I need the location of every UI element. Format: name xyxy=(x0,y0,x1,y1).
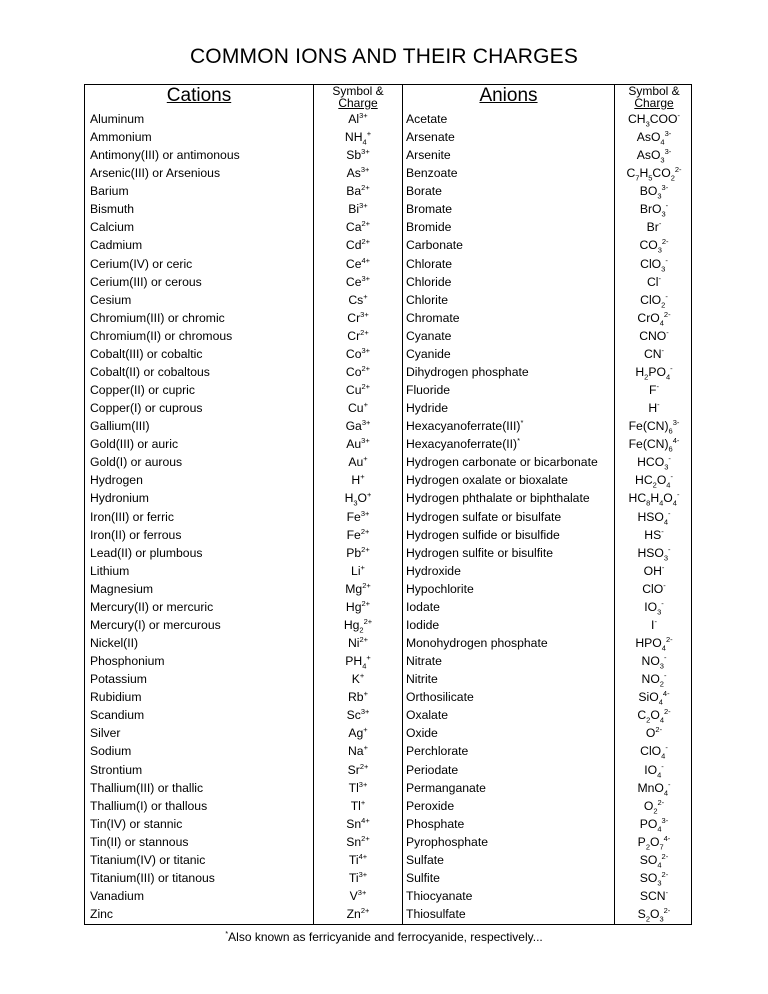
anion-name: Perchlorate xyxy=(406,744,469,759)
anion-name: Hydrogen phthalate or biphthalate xyxy=(406,491,590,506)
cation-symbol: Li+ xyxy=(351,562,365,578)
anion-name: Thiosulfate xyxy=(406,907,466,922)
cation-name: Vanadium xyxy=(90,889,144,903)
anion-symbol: $CH_3COO^-$ xyxy=(627,110,681,129)
anion-symbol: ClO$_4$- xyxy=(640,743,668,761)
anion-symbol: $C_7H_5CO_2^{2-}$ xyxy=(626,165,682,183)
anion-symbol: Cl- xyxy=(646,273,661,289)
cation-symbol: $Ti^{4+}$ xyxy=(348,851,368,867)
cation-name: Lithium xyxy=(90,563,130,578)
cation-symbol: $Cd^{2+}$ xyxy=(345,237,371,253)
cation-symbol: $Ba^{2+}$ xyxy=(346,183,370,199)
table-row xyxy=(85,309,691,327)
anion-name: Hydrogen sulfite or bisulfite xyxy=(406,545,553,560)
cation-name: Copper(II) or cupric xyxy=(90,383,195,398)
cation-symbol: $Tl^{3+}$ xyxy=(348,779,368,795)
anion-name: Chloride xyxy=(406,274,452,289)
cation-symbol: K+ xyxy=(351,671,365,687)
symbol-header-line2: Charge xyxy=(634,96,674,110)
cation-symbol: $Cr^{2+}$ xyxy=(347,327,369,343)
cation-symbol-header xyxy=(314,85,402,109)
table-row xyxy=(85,670,691,688)
anion-name: Hypochlorite xyxy=(406,581,474,596)
anion-symbol: $SO_4^{2-}$ xyxy=(639,851,669,870)
table-row xyxy=(85,453,691,471)
anion-symbol: BrO$_3$- xyxy=(639,201,669,219)
anion-symbol: H- xyxy=(648,400,660,416)
table-row xyxy=(85,255,691,273)
anion-name: Hydrogen sulfate or bisulfate xyxy=(406,509,562,524)
anion-name: Bromide xyxy=(406,220,452,235)
table-row xyxy=(85,905,691,923)
cation-symbol: Ag+ xyxy=(348,725,368,741)
cation-symbol: $Ce^{4+}$ xyxy=(345,255,371,271)
cation-name: Bismuth xyxy=(90,202,135,217)
table-row xyxy=(85,652,691,670)
cation-name: Cobalt(III) or cobaltic xyxy=(90,346,203,361)
table-row xyxy=(85,797,691,815)
anion-symbol: $P_2O_7^{4-}$ xyxy=(637,833,671,852)
cation-name: Mercury(I) or mercurous xyxy=(90,617,221,632)
anion-symbol: CNO- xyxy=(639,327,669,343)
cation-name: Zinc xyxy=(90,907,114,922)
cation-symbol: $PH_4^+$ xyxy=(345,653,371,671)
anion-name: Hydroxide xyxy=(406,563,461,578)
cation-name: Mercury(II) or mercuric xyxy=(90,599,214,614)
cation-name: Strontium xyxy=(90,762,143,777)
cation-name: Cerium(IV) or ceric xyxy=(90,256,193,271)
anion-symbol: $HSO_3^-$ xyxy=(637,544,671,563)
cation-symbol: Cs+ xyxy=(348,291,368,307)
anion-name: Sulfate xyxy=(406,852,444,867)
table-row xyxy=(85,508,691,526)
cation-name: Chromium(III) or chromic xyxy=(90,310,225,325)
anion-name: Borate xyxy=(406,184,442,199)
symbol-header-line1: Symbol & xyxy=(332,84,384,98)
anion-name: Peroxide xyxy=(406,798,455,813)
cation-name: Copper(I) or cuprous xyxy=(90,401,203,416)
cation-symbol: $Au^{3+}$ xyxy=(346,436,370,452)
symbol-header-line2: Charge xyxy=(338,96,378,110)
cation-name: Gallium(III) xyxy=(90,419,150,434)
table-row xyxy=(85,110,691,128)
anion-name: Hydride xyxy=(406,401,448,416)
ion-table xyxy=(84,84,692,925)
table-row xyxy=(85,128,691,146)
table-row xyxy=(85,634,691,652)
anion-name: Chlorite xyxy=(406,292,448,307)
anion-symbol: AsO$_3^{3-}$ xyxy=(636,147,672,165)
anion-symbol: $S_2O_3^{2-}$ xyxy=(637,906,671,924)
anion-name: Carbonate xyxy=(406,238,463,253)
anion-name: Nitrate xyxy=(406,654,442,669)
cation-symbol: $Ce^{3+}$ xyxy=(345,273,371,289)
cation-name: Cadmium xyxy=(90,238,143,253)
anion-symbol: $HPO_4^{2-}$ xyxy=(635,634,673,653)
anion-name: Phosphate xyxy=(406,816,465,831)
cation-symbol: $Co^{3+}$ xyxy=(345,345,371,361)
cation-symbol: $V^{3+}$ xyxy=(349,887,367,903)
cation-symbol: $Co^{2+}$ xyxy=(345,363,371,379)
table-row xyxy=(85,327,691,345)
cation-name: Sodium xyxy=(90,744,132,759)
cation-name: Silver xyxy=(90,726,121,741)
table-row xyxy=(85,851,691,869)
cation-name: Cesium xyxy=(90,292,132,307)
anion-name: Sulfite xyxy=(406,870,440,885)
table-row xyxy=(85,815,691,833)
cation-symbol: $Fe^{2+}$ xyxy=(346,526,370,542)
anion-name: Hexacyanoferrate(II)* xyxy=(406,436,521,452)
cation-name: Iron(II) or ferrous xyxy=(90,527,182,542)
anion-symbol: OH- xyxy=(643,562,665,578)
anion-symbol: ClO$_3$- xyxy=(640,255,668,273)
anion-symbol: $O^{2-}$ xyxy=(645,725,663,741)
table-row xyxy=(85,544,691,562)
anion-symbol: AsO$_4^{3-}$ xyxy=(636,129,672,147)
anion-symbol: $O_2^{2-}$ xyxy=(643,797,665,816)
table-row xyxy=(85,381,691,399)
cation-name: Lead(II) or plumbous xyxy=(90,545,203,560)
anion-symbol: $HC_8H_4O_4^-$ xyxy=(628,490,680,508)
cation-symbol: $Sn^{4+}$ xyxy=(346,815,370,831)
cation-symbol: $As^{3+}$ xyxy=(346,165,370,181)
anion-name: Oxalate xyxy=(406,708,449,723)
table-row xyxy=(85,779,691,797)
anion-name: Fluoride xyxy=(406,383,451,398)
anion-symbol: $CO_3^{2-}$ xyxy=(639,237,669,255)
cation-name: Calcium xyxy=(90,220,135,235)
cation-symbol: $NH_4^+$ xyxy=(344,129,372,147)
anion-name: Permanganate xyxy=(406,780,486,795)
anion-name: Hydrogen carbonate or bicarbonate xyxy=(406,455,598,470)
table-row xyxy=(85,598,691,616)
table-row xyxy=(85,742,691,760)
cation-symbol: $Sn^{2+}$ xyxy=(346,833,370,849)
anion-symbol: ClO$_2$- xyxy=(640,291,668,310)
anion-name: Dihydrogen phosphate xyxy=(406,364,529,379)
cation-name: Rubidium xyxy=(90,690,142,705)
table-row xyxy=(85,363,691,381)
anion-name: Arsenate xyxy=(406,130,455,145)
table-row xyxy=(85,182,691,200)
cation-symbol: Tl+ xyxy=(350,797,366,813)
anion-name: Cyanide xyxy=(406,346,451,361)
anion-name: Hydrogen oxalate or bioxalate xyxy=(406,473,568,488)
anion-symbol: $HC_2O_4^-$ xyxy=(635,472,673,490)
table-row xyxy=(85,616,691,634)
anion-symbol: SiO$_4^{4-}$ xyxy=(638,689,670,707)
anion-name: Chlorate xyxy=(406,256,453,271)
anion-symbol: CrO$_4^{2-}$ xyxy=(637,309,671,328)
cation-symbol: $Mg^{2+}$ xyxy=(345,580,371,596)
cation-name: Potassium xyxy=(90,672,147,687)
cation-name: Cobalt(II) or cobaltous xyxy=(90,364,210,379)
table-row xyxy=(85,580,691,598)
table-row xyxy=(85,200,691,218)
anion-name: Thiocyanate xyxy=(406,889,473,903)
cations-header: Cations xyxy=(166,85,232,106)
anion-symbol: $Fe(CN)_6^{4-}$ xyxy=(628,436,680,454)
anion-name: Chromate xyxy=(406,310,460,325)
cation-symbol: $Sb^{3+}$ xyxy=(346,147,370,163)
cation-name: Tin(II) or stannous xyxy=(90,834,189,849)
anion-name: Hydrogen sulfide or bisulfide xyxy=(406,527,560,542)
anion-symbol: $SO_3^{2-}$ xyxy=(639,869,669,888)
table-row xyxy=(85,489,691,507)
table-row xyxy=(85,526,691,544)
anion-name: Oxide xyxy=(406,726,438,741)
anion-symbol: $BO_3^{3-}$ xyxy=(639,183,669,201)
table-row xyxy=(85,218,691,236)
anion-name: Arsenite xyxy=(406,148,451,163)
cation-name: Cerium(III) or cerous xyxy=(90,274,202,289)
anion-symbol-header xyxy=(615,85,693,109)
table-row xyxy=(85,688,691,706)
table-row xyxy=(85,273,691,291)
cation-symbol: Au+ xyxy=(348,454,368,470)
cation-symbol: $Ga^{3+}$ xyxy=(345,418,371,434)
anion-symbol: SCN- xyxy=(639,887,669,903)
cation-symbol: $Fe^{3+}$ xyxy=(346,508,370,524)
cation-symbol: $H_3O^+$ xyxy=(344,490,372,508)
cation-name: Chromium(II) or chromous xyxy=(90,328,233,343)
table-row xyxy=(85,724,691,742)
anion-name: Pyrophosphate xyxy=(406,834,488,849)
table-row xyxy=(85,887,691,905)
anion-symbol: $IO_3^-$ xyxy=(644,598,664,617)
table-row xyxy=(85,833,691,851)
table-row xyxy=(85,164,691,182)
cation-symbol: Cu+ xyxy=(348,400,368,416)
footnote-text: Also known as ferricyanide and ferrocyanide, respectively... xyxy=(228,930,543,944)
anion-symbol: I- xyxy=(651,616,657,632)
cation-symbol: $Cr^{3+}$ xyxy=(347,309,369,325)
cation-name: Iron(III) or ferric xyxy=(90,509,174,524)
anion-symbol: ClO- xyxy=(642,580,666,596)
cation-symbol: $Al^{3+}$ xyxy=(348,110,368,126)
cation-name: Hydrogen xyxy=(90,473,143,488)
cation-symbol: $Sr^{2+}$ xyxy=(347,761,369,777)
anion-name: Cyanate xyxy=(406,328,452,343)
anion-symbol: $PO_4^{3-}$ xyxy=(639,815,669,834)
anion-symbol: $NO_3^-$ xyxy=(641,653,667,671)
anion-name: Nitrite xyxy=(406,672,438,687)
cation-symbol: $Sc^{3+}$ xyxy=(346,707,370,723)
table-row xyxy=(85,435,691,453)
cation-name: Tin(IV) or stannic xyxy=(90,816,183,831)
anion-name: Monohydrogen phosphate xyxy=(406,636,548,651)
anion-symbol: Br- xyxy=(646,219,662,235)
cation-symbol: $Ni^{2+}$ xyxy=(347,634,369,651)
table-row xyxy=(85,562,691,580)
cation-name: Gold(III) or auric xyxy=(90,437,179,452)
table-row xyxy=(85,706,691,724)
cation-name: Nickel(II) xyxy=(90,636,139,651)
cation-name: Ammonium xyxy=(90,130,152,145)
footnote-marker: * xyxy=(225,929,229,938)
anion-symbol: $Fe(CN)_6^{3-}$ xyxy=(628,418,680,436)
table-row xyxy=(85,417,691,435)
table-row xyxy=(85,345,691,363)
table-row xyxy=(85,146,691,164)
anion-symbol: $C_2O_4^{2-}$ xyxy=(637,707,671,725)
table-row xyxy=(85,869,691,887)
table-row xyxy=(85,471,691,489)
anion-symbol: $H_2PO_4^-$ xyxy=(635,363,673,382)
table-row xyxy=(85,761,691,779)
table-row xyxy=(85,236,691,254)
cation-symbol: $Cu^{2+}$ xyxy=(345,381,371,398)
cation-name: Hydronium xyxy=(90,491,149,506)
cation-name: Scandium xyxy=(90,708,145,723)
table-row xyxy=(85,399,691,417)
cation-name: Titanium(III) or titanous xyxy=(90,870,215,885)
anion-symbol: MnO$_4$- xyxy=(637,779,671,798)
cation-name: Gold(I) or aurous xyxy=(90,455,183,470)
anion-name: Periodate xyxy=(406,762,459,777)
cation-symbol: $Hg^{2+}$ xyxy=(345,598,371,614)
anion-symbol: $IO_4^-$ xyxy=(644,761,664,779)
cation-name: Phosphonium xyxy=(90,654,165,669)
table-row xyxy=(85,291,691,309)
cation-symbol: H+ xyxy=(351,472,365,488)
cation-symbol: $Ti^{3+}$ xyxy=(348,869,368,885)
anion-name: Acetate xyxy=(406,112,448,126)
anions-header: Anions xyxy=(479,85,538,106)
cation-symbol: $Zn^{2+}$ xyxy=(346,906,370,922)
anion-name: Hexacyanoferrate(III)* xyxy=(406,418,524,434)
anion-symbol: HS- xyxy=(644,526,664,542)
cation-name: Thallium(I) or thallous xyxy=(90,798,208,813)
cation-name: Arsenic(III) or Arsenious xyxy=(90,166,221,181)
cation-symbol: Na+ xyxy=(348,743,368,759)
cation-symbol: $Bi^{3+}$ xyxy=(348,201,368,217)
page-title: COMMON IONS AND THEIR CHARGES xyxy=(189,45,579,68)
anion-name: Benzoate xyxy=(406,166,458,181)
cation-name: Aluminum xyxy=(90,112,145,126)
anion-symbol: $HCO_3^-$ xyxy=(637,454,671,472)
anion-name: Iodide xyxy=(406,617,440,632)
cation-name: Antimony(III) or antimonous xyxy=(90,148,240,163)
anion-symbol: F- xyxy=(649,381,659,398)
cation-symbol: $Pb^{2+}$ xyxy=(346,544,370,560)
cation-symbol: $Ca^{2+}$ xyxy=(345,219,371,235)
cation-name: Thallium(III) or thallic xyxy=(90,780,204,795)
cation-symbol: $Hg_2^{2+}$ xyxy=(343,616,373,635)
cation-name: Barium xyxy=(90,184,129,199)
anion-name: Bromate xyxy=(406,202,453,217)
anion-symbol: $NO_2^-$ xyxy=(641,671,667,689)
symbol-header-line1: Symbol & xyxy=(628,84,680,98)
cation-name: Titanium(IV) or titanic xyxy=(90,852,206,867)
cation-name: Magnesium xyxy=(90,581,153,596)
anion-name: Iodate xyxy=(406,599,440,614)
anion-symbol: $HSO_4^-$ xyxy=(637,508,671,526)
cation-symbol: Rb+ xyxy=(348,689,368,705)
footnote xyxy=(0,930,768,944)
anion-name: Orthosilicate xyxy=(406,690,474,705)
anion-symbol: CN- xyxy=(643,345,665,361)
